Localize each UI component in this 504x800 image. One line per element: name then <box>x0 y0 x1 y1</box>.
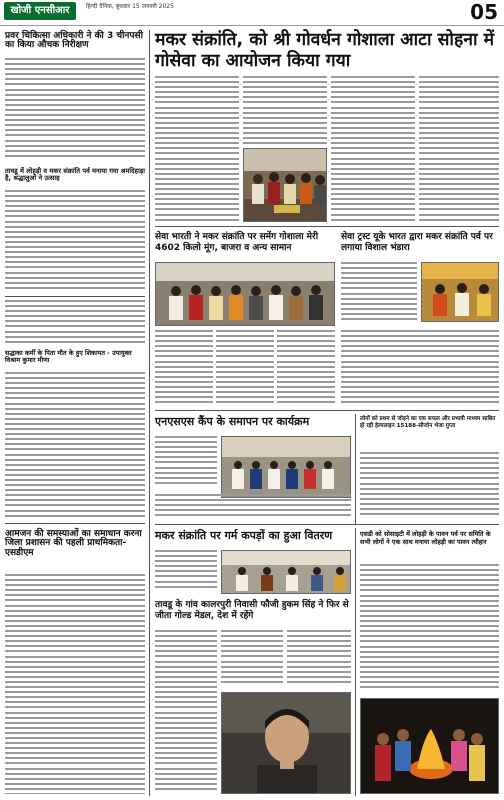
article-7-photo-image <box>422 263 499 322</box>
lead-photo-image <box>244 149 327 222</box>
article-7-body-1 <box>341 262 417 326</box>
article-6-photo-image <box>156 263 335 326</box>
article-3-body <box>5 372 145 520</box>
article-6-photo <box>155 262 335 326</box>
article-6-body-2 <box>216 330 274 406</box>
article-10-photo-image <box>222 551 351 594</box>
article-1-body <box>5 58 145 164</box>
article-11-headline: तावडू के गांव कालरपुरी निवासी फौजी हुकम सिंह ने फिर से जीता गोल्ड मेडल, देश में रहेंगे <box>155 600 349 621</box>
article-6-body-3 <box>277 330 335 406</box>
article-2-body <box>5 190 145 294</box>
article-11-body-1 <box>155 630 217 794</box>
article-7-body-2 <box>341 330 499 406</box>
section-rule <box>155 410 499 411</box>
page-number: 05 <box>470 0 498 24</box>
article-12-photo <box>360 698 499 794</box>
article-12-headline: एसडी को सोसाइटी में लोहड़ी के पावन पर्व पर समिति के सभी लोगों ने एक साथ मनाया लोहड़ी का पावन त्यौहार <box>360 530 491 547</box>
lead-body-col-3 <box>331 76 415 222</box>
column-rule <box>5 523 145 524</box>
article-9-body <box>360 452 499 522</box>
article-8-photo <box>221 436 351 498</box>
article-4-headline: आमजन की समस्याओं का समाधान करना जिला प्रशासन की पहली प्राथमिकता- एसडीएम <box>5 529 142 558</box>
article-3-headline: सद्धाका कर्मी के पिता मौत के हुए शिकायत - उपायुक्त विश्राम कुमार मीणा <box>5 349 132 364</box>
lead-body-col-4 <box>419 76 499 222</box>
lead-photo <box>243 148 327 222</box>
article-11-photo-image <box>222 693 351 794</box>
article-9-headline: लोगों को प्रथम से जोड़ने का एक सफल और प्रभावी माध्यम साबित हो रही हेल्पलाइन 15188-सीजोन भेजा गुप्ता <box>360 416 496 430</box>
article-10-headline: मकर संक्रांति पर गर्म कपड़ों का हुआ वितरण <box>155 529 333 542</box>
article-11-body-2 <box>221 630 283 688</box>
article-11-body-3 <box>287 630 351 688</box>
article-8-body-1 <box>155 436 217 488</box>
section-rule <box>155 226 499 227</box>
masthead <box>0 0 504 26</box>
article-2-headline: तावडू में लोहड़ी व मकर संक्रांति पर्व मनाया गया श्रमदिहाड़ा है, श्रद्धालुओं ने उत्साह <box>5 167 146 182</box>
vertical-column-rule <box>355 414 356 524</box>
vertical-column-rule <box>149 30 150 796</box>
article-3-body-top <box>5 300 145 348</box>
article-8-headline: एनएसएस कैंप के समापन पर कार्यक्रम <box>155 415 310 428</box>
article-12-body <box>360 564 499 694</box>
lead-body-col-1 <box>155 76 239 222</box>
article-11-photo <box>221 692 351 794</box>
article-12-photo-image <box>361 699 499 794</box>
lead-headline: मकर संक्रांति, को श्री गोवर्धन गोशाला आटा सोहना में गोसेवा का आयोजन किया गया <box>155 30 495 71</box>
article-6-headline: सेवा भारती ने मकर संक्रांति पर समेंग गोशाला मेरी 4602 किलो मूंग, बाजरा व अन्य सामान <box>155 232 319 253</box>
article-8-body-2 <box>155 494 351 520</box>
article-6-body-1 <box>155 330 213 406</box>
article-10-photo <box>221 550 351 594</box>
dateline: हिन्दी दैनिक, बुधवार 15 जनवरी 2025 <box>86 3 174 10</box>
column-rule <box>5 296 145 297</box>
newspaper-logo: खोजी एनसीआर <box>4 2 76 20</box>
lead-body-col-2 <box>243 76 327 146</box>
article-1-headline: प्रवर चिकित्सा अधिकारी ने की 3 चीनपसी का किया औचक निरीक्षण <box>5 31 143 51</box>
article-10-body-1 <box>155 550 217 594</box>
article-8-photo-image <box>222 437 351 498</box>
article-7-photo <box>421 262 499 322</box>
article-4-body <box>5 574 145 794</box>
vertical-column-rule <box>355 528 356 796</box>
section-rule <box>155 524 499 525</box>
article-7-headline: सेवा ट्रस्ट यूके भारत द्वारा मकर संक्रांति पर्व पर लगाया विशाल भंडारा <box>341 232 493 253</box>
